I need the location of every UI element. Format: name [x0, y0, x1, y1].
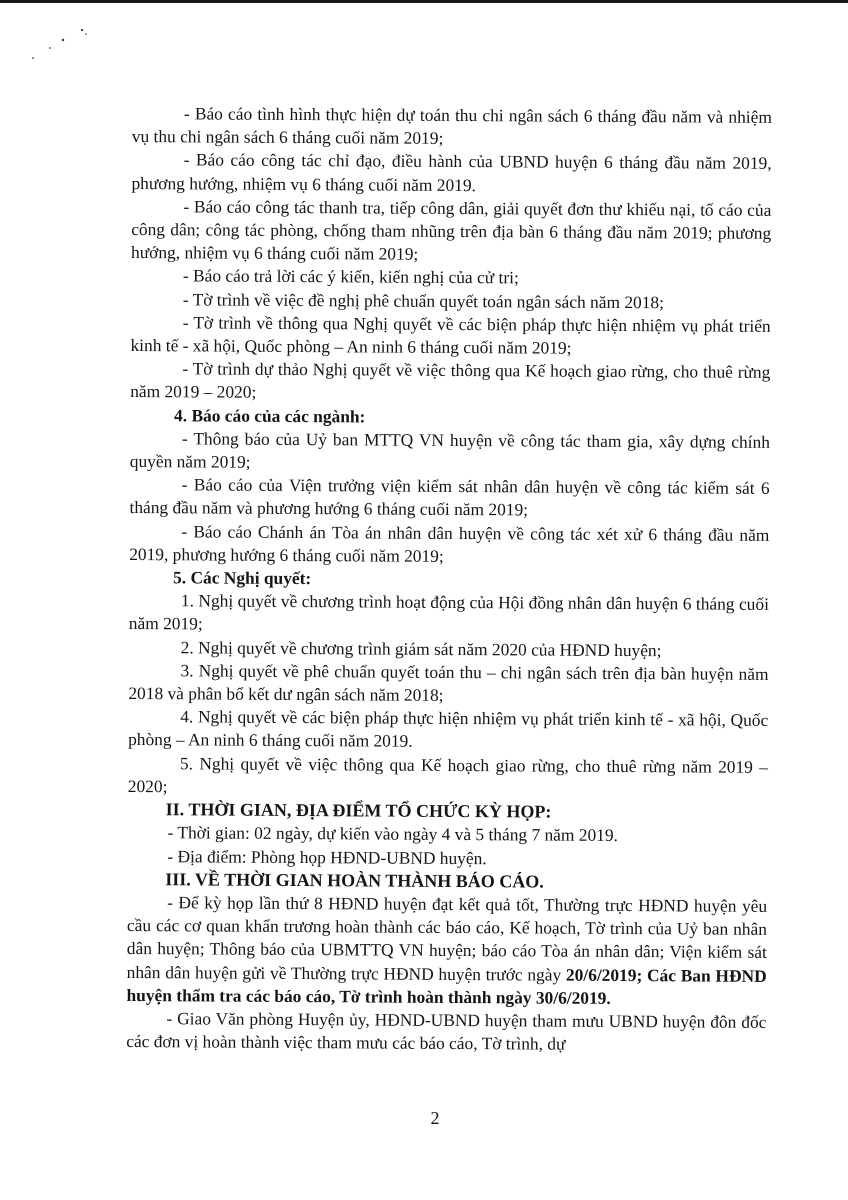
section-ii-heading: II. THỜI GIAN, ĐỊA ĐIỂM TỔ CHỨC KỲ HỌP: [165, 799, 552, 822]
list-item: - Thời gian: 02 ngày, dự kiến vào ngày 4 và 5 tháng 7 năm 2019. [167, 822, 619, 846]
list-item: 2. Nghị quyết về chương trình giám sát năm 2020 của HĐND huyện; [180, 636, 662, 660]
list-item: 4. Nghị quyết về các biện pháp thực hiện nhiệm vụ phát triển kinh tế - xã hội, Quốc phòng – An ninh 6 tháng cuối năm 2019. [128, 706, 769, 752]
list-item: - Tờ trình dự thảo Nghị quyết về việc thông qua Kế hoạch giao rừng, cho thuê rừng năm 2019 – 2020; [130, 358, 771, 403]
paragraph-text: - Để kỳ họp lần thứ 8 HĐND huyện đạt kết quả tốt, Thường trực HĐND huyện yêu cầu các cơ quan khẩn trương hoàn thành các báo cáo, Kế hoạch, Tờ trình của Uỷ ban nhân dân huyện; Thông báo của UBMTTQ VN huyện; báo cáo Tòa án nhân dân; Viện kiểm sát nhân dân huyện gửi về Thường trực HĐND huyện trước ngày [126, 892, 768, 985]
list-item: - Thông báo của Uỷ ban MTTQ VN huyện về công tác tham gia, xây dựng chính quyền năm 2019; [129, 428, 770, 472]
section-4-heading: 4. Báo cáo của các ngành: [174, 404, 366, 427]
list-item: - Tờ trình về thông qua Nghị quyết về các biện pháp thực hiện nhiệm vụ phát triển kinh tế - xã hội, Quốc phòng – An ninh 6 tháng cuối năm 2019; [130, 312, 771, 358]
list-item: - Địa điểm: Phòng họp HĐND-UBND huyện. [167, 845, 487, 868]
section-iii-paragraph-2: - Giao Văn phòng Huyện ủy, HĐND-UBND huyện tham mưu UBND huyện đôn đốc các đơn vị hoàn thành việc tham mưu các báo cáo, Tờ trình, dự [126, 1008, 767, 1054]
scan-border-line [0, 0, 848, 3]
list-item: - Báo cáo của Viện trưởng viện kiểm sát nhân dân huyện về công tác kiểm sát 6 tháng đầu năm và phương hướng 6 tháng cuối năm 2019; [129, 474, 770, 520]
section-5-heading: 5. Các Nghị quyết: [173, 567, 312, 589]
list-item: - Báo cáo Chánh án Tòa án nhân dân huyện về công tác xét xử 6 tháng đầu năm 2019, phương hướng 6 tháng cuối năm 2019; [129, 520, 770, 566]
list-item: 3. Nghị quyết về phê chuẩn quyết toán thu – chi ngân sách trên địa bàn huyện năm 2018 và phân bổ kết dư ngân sách năm 2018; [128, 660, 769, 705]
list-item: - Báo cáo công tác chỉ đạo, điều hành của UBND huyện 6 tháng đầu năm 2019, phương hướng, nhiệm vụ 6 tháng cuối năm 2019. [131, 149, 772, 195]
deadline-bold-text: 20/6/2019; Các Ban HĐND huyện thẩm tra các báo cáo, Tờ trình hoàn thành ngày 30/6/2019. [126, 964, 767, 1008]
list-item: 1. Nghị quyết về chương trình hoạt động của Hội đồng nhân dân huyện 6 tháng cuối năm 2019; [128, 590, 770, 634]
section-iii-paragraph-1 [126, 891, 767, 1011]
list-item: - Báo cáo tình hình thực hiện dự toán thu chi ngân sách 6 tháng đầu năm và nhiệm vụ thu chi ngân sách 6 tháng cuối năm 2019; [131, 103, 772, 149]
page-number: 2 [430, 1108, 440, 1128]
list-item: - Báo cáo công tác thanh tra, tiếp công dân, giải quyết đơn thư khiếu nại, tố cáo của công dân; công tác phòng, chống tham nhũng trên địa bàn 6 tháng đầu năm 2019; phương hướng, nhiệm vụ 6 tháng cuối năm 2019; [131, 196, 772, 264]
scan-speck-marks [30, 18, 100, 68]
list-item: - Tờ trình về việc đề nghị phê chuẩn quyết toán ngân sách năm 2018; [182, 288, 665, 312]
list-item: 5. Nghị quyết về việc thông qua Kế hoạch giao rừng, cho thuê rừng năm 2019 – 2020; [127, 752, 769, 797]
list-item: - Báo cáo trả lời các ý kiến, kiến nghị của cử tri; [182, 265, 519, 288]
section-iii-heading: III. VỀ THỜI GIAN HOÀN THÀNH BÁO CÁO. [165, 868, 544, 892]
document-body [126, 102, 772, 1057]
